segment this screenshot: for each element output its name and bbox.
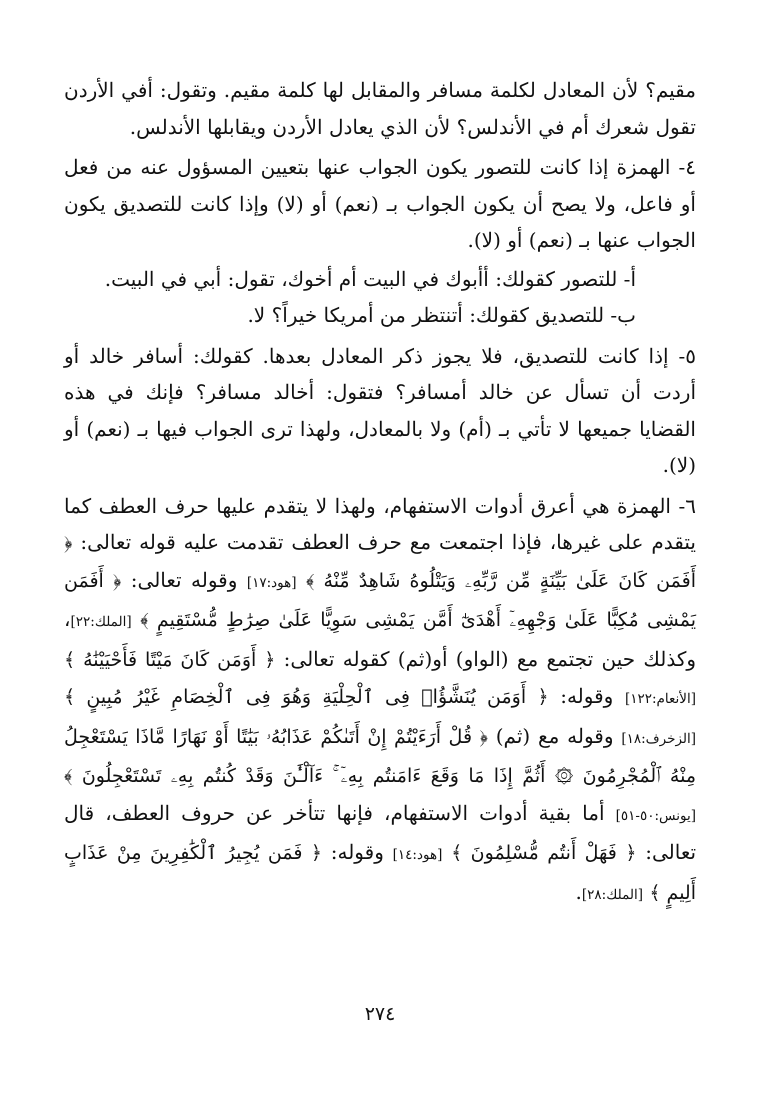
- rule-6-intro: ٦- الهمزة هي أعرق أدوات الاستفهام، ولهذا لا يتقدم عليها حرف العطف كما يتقدم على غيرها، فإذا اجتمعت مع حرف العطف تقدمت عليه قوله تعالى:: [64, 493, 696, 554]
- connector-text-3: وقوله:: [560, 684, 614, 708]
- verse-reference-4: [الزخرف:١٨]: [621, 730, 697, 747]
- quran-verse-6: ﴿ فَهَلْ أَنتُم مُّسْلِمُونَ ﴾: [451, 842, 637, 864]
- verse-reference-3: [الأنعام:١٢٢]: [624, 691, 696, 707]
- page-number: ٢٧٤: [364, 1003, 396, 1025]
- connector-text-5: أما بقية أدوات الاستفهام، فإنها تتأخر عن حروف العطف، قال تعالى:: [64, 800, 697, 864]
- quran-verse-4: ﴿ أَوَمَن يُنَشَّؤُا۟ فِى ٱلْحِلْيَةِ وَهُوَ فِى ٱلْخِصَامِ غَيْرُ مُبِينٍ ﴾: [64, 686, 549, 708]
- paragraph-rule-5: ٥- إذا كانت للتصديق، فلا يجوز ذكر المعادل بعدها. كقولك: أسافر خالد أو أردت أن تسأل عن خالد أمسافر؟ فتقول: أخالد مسافر؟ فإنك في هذه القضايا جميعها لا تأتي بـ (أم) ولا بالمعادل، ولهذا ترى الجواب فيها بـ (نعم) أو (لا).: [64, 343, 696, 477]
- quran-verse-2: ﴿ أَفَمَن يَمْشِى مُكِبًّا عَلَىٰ وَجْهِهِۦٓ أَهْدَىٰٓ أَمَّن يَمْشِى سَوِيًّا عَلَىٰ صِرَٰطٍ مُّسْتَقِيمٍ ﴾: [64, 569, 696, 631]
- paragraph-continuation: مقيم؟ لأن المعادل لكلمة مسافر والمقابل لها كلمة مقيم. وتقول: أفي الأردن تقول شعرك أم في الأندلس؟ لأن الذي يعادل الأردن ويقابلها الأندلس.: [64, 78, 696, 139]
- closing-period: .: [575, 879, 582, 904]
- verse-reference-2: [الملك:٢٢]: [70, 614, 132, 630]
- quran-verse-5: ﴿ قُلْ أَرَءَيْتُمْ إِنْ أَتَىٰكُمْ عَذَابُهُۥ بَيَٰتًا أَوْ نَهَارًا مَّاذَا يَسْتَعْجِلُ مِنْهُ ٱلْمُجْرِمُونَ ۞ أَثُمَّ إِذَا مَا وَقَعَ ءَامَنتُم بِهِۦٓ ۚ ءَآلْـَٰٔنَ وَقَدْ كُنتُم بِهِۦ تَسْتَعْجِلُونَ ﴾: [64, 725, 696, 787]
- verse-reference-1: [هود:١٧]: [246, 574, 297, 591]
- connector-text-1: وقوله تعالى:: [130, 567, 238, 592]
- quran-verse-3: ﴿ أَوَمَن كَانَ مَيْتًا فَأَحْيَيْنَٰهُ ﴾: [64, 648, 276, 671]
- quran-verse-1: ﴿ أَفَمَن كَانَ عَلَىٰ بَيِّنَةٍ مِّن رَّبِّهِۦ وَيَتْلُوهُ شَاهِدٌ مِّنْهُ ﴾: [64, 532, 696, 592]
- connector-text-4: وقوله مع (ثم): [495, 723, 614, 748]
- example-b: ب- للتصديق كقولك: أتنتظر من أمريكا خيراً؟ لا.: [247, 303, 636, 327]
- verse-reference-7: [الملك:٢٨]: [581, 886, 644, 903]
- paragraph-rule-6: [64, 488, 696, 914]
- paragraph-rule-4: ٤- الهمزة إذا كانت للتصور يكون الجواب عنها بتعيين المسؤول عنه من فعل أو فاعل، ولا يصح أن يكون الجواب بـ (نعم) أو (لا) وإذا كانت للتصديق يكون الجواب عنها بـ (نعم) أو (لا).: [64, 155, 696, 252]
- example-a: أ- للتصور كقولك: أأبوك في البيت أم أخوك، تقول: أبي في البيت.: [104, 266, 636, 291]
- connector-text-2: ، وكذلك حين تجتمع مع (الواو) أو(ثم) كقوله تعالى:: [64, 607, 696, 671]
- verse-reference-6: [هود:١٤]: [392, 847, 443, 863]
- verse-reference-5: [يونس:٥٠-٥١]: [615, 807, 696, 824]
- quran-verse-7: ﴿ فَمَن يُجِيرُ ٱلْكَٰفِرِينَ مِنْ عَذَابٍ أَلِيمٍ ﴾: [64, 842, 696, 904]
- connector-text-6: وقوله:: [330, 840, 384, 864]
